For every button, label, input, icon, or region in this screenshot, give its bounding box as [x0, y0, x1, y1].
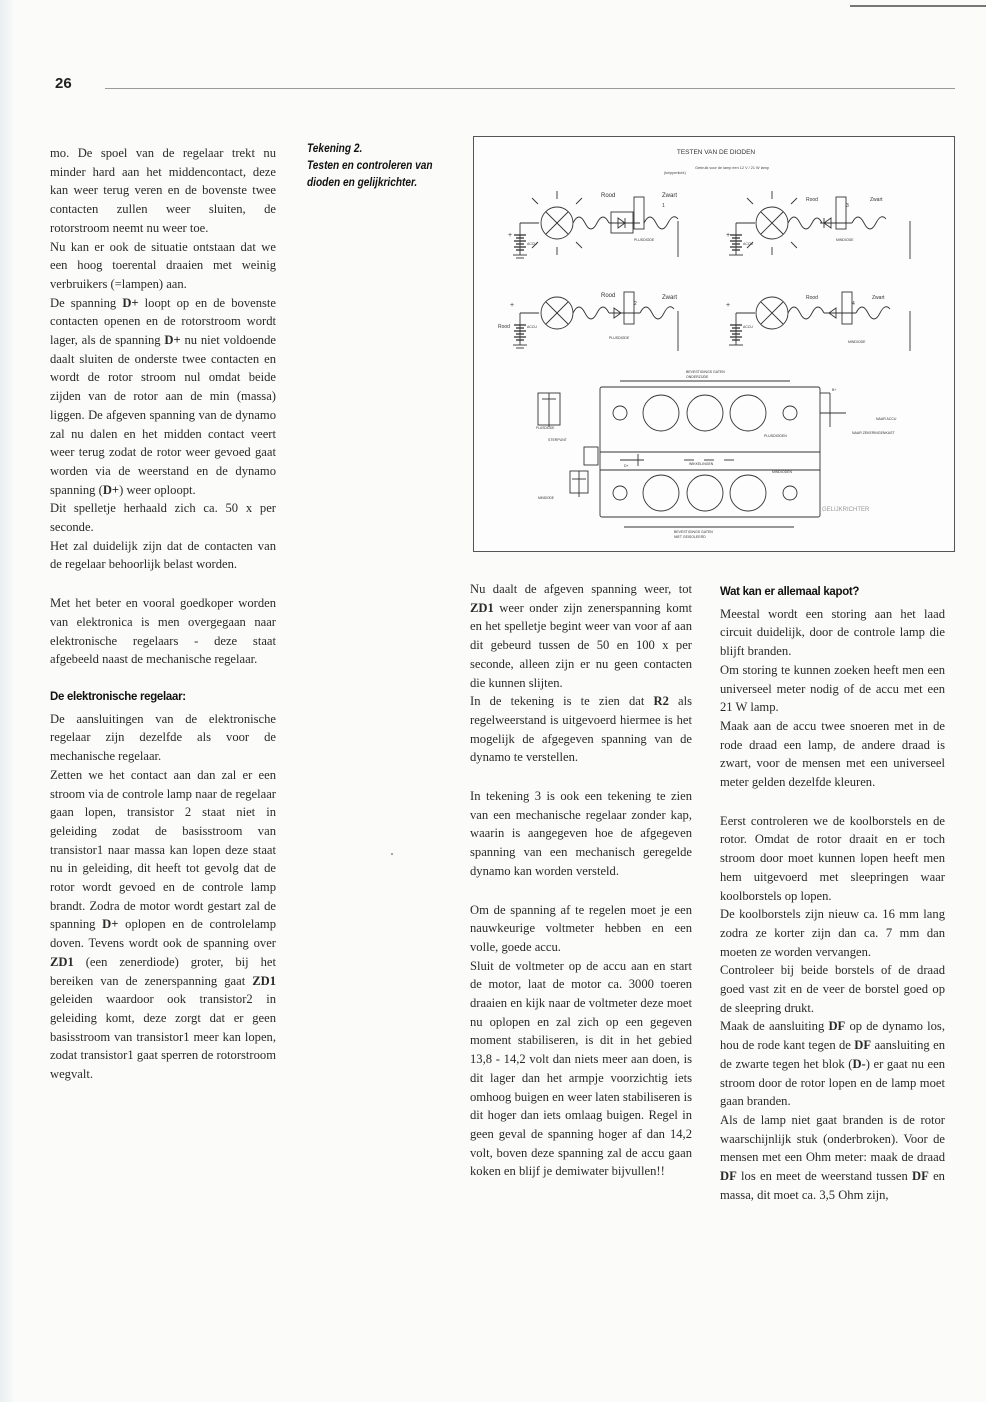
svg-text:Rood: Rood [601, 293, 616, 299]
svg-text:D+: D+ [624, 464, 629, 468]
svg-text:3: 3 [846, 203, 849, 209]
svg-text:MINDIODE: MINDIODE [836, 238, 854, 242]
svg-text:B+: B+ [832, 388, 837, 392]
svg-text:Rood: Rood [806, 197, 818, 203]
test-circuit-2 [726, 191, 910, 259]
paragraph: mo. De spoel van de regelaar trekt nu minder hard aan het middencontact, deze kan weer terug veren en de bovenste twee contacten zullen weer sluiten, de rotorstroom neemt nu weer toe. [50, 146, 276, 235]
paragraph: Meestal wordt een storing aan het laad circuit duidelijk, door de controle lamp die blijft branden. [720, 606, 945, 659]
paragraph: Maak aan de accu twee snoeren met in de rode draad een lamp, de andere draad is zwart, voor de mensen met een universeel meter gelden dezelfde kleuren. [720, 718, 945, 790]
svg-text:ACCU: ACCU [743, 325, 753, 329]
svg-text:ONDERZIJDE: ONDERZIJDE [686, 375, 709, 379]
figure-caption: Tekening 2. Testen en controleren van dioden en gelijkrichter. [307, 143, 433, 189]
test-circuit-3 [498, 292, 678, 351]
diode-test-diagram [473, 136, 955, 552]
svg-text:Gebruik voor de lamp een 12 V: Gebruik voor de lamp een 12 V / 21 W lamp [695, 166, 769, 170]
paragraph: Nu kan er ook de situatie ontstaan dat we een hoog toerental draaien met weinig verbruikers (=lampen) aan. [50, 239, 276, 291]
svg-text:PLUSDIODE: PLUSDIODE [536, 426, 555, 430]
svg-text:2: 2 [634, 301, 637, 307]
page-edge-shadow [0, 0, 13, 1402]
svg-text:PLUSDIODEN: PLUSDIODEN [764, 434, 787, 438]
svg-text:STERPUNT: STERPUNT [548, 438, 567, 442]
test-circuit-4 [726, 292, 910, 351]
svg-text:1: 1 [662, 203, 665, 209]
svg-text:Zwart: Zwart [662, 295, 677, 301]
paragraph: Met het beter en vooral goedkoper worden van elektronica is men overgegaan naar elektronische regelaars - deze staat afgebeeld naast de mechanische regelaar. [50, 596, 276, 667]
text-column-3 [470, 580, 692, 1181]
svg-text:Rood: Rood [601, 193, 616, 199]
paragraph: Controleer bij beide borstels of de draad goed vast zit en de veer de borstel goed op de sleepring drukt. [720, 963, 945, 1015]
svg-text:PLUSDIODE: PLUSDIODE [609, 336, 630, 340]
svg-text:+: + [508, 232, 513, 239]
svg-text:ACCU: ACCU [527, 242, 537, 246]
svg-text:Rood: Rood [498, 324, 510, 330]
page-number: 26 [55, 75, 72, 92]
paragraph: Zetten we het contact aan dan zal er een stroom via de controle lamp naar de regelaar gaan lopen, transistor 2 staat niet in geleiding zodat de basisstroom van transistor1 naar massa kan lopen deze staat nu in geleiding, dit heeft tot gevolg dat de rotor wordt gevoed en de controle lamp brandt. Zodra de motor wordt gestart zal de spanning D+ oplopen en de controlelamp doven. Tevens wordt ook de spanning over ZD1 (een zenerdiode) groter, bij het bereiken van de zenerspanning gaat ZD1 geleiden waardoor ook transistor2 in geleiding komt, deze zorgt dat er geen basisstroom van transistor1 meer kan lopen, zodat transistor1 gaat sperren de rotorstroom wegvalt. [50, 767, 276, 1082]
paragraph: De spanning D+ loopt op en de bovenste contacten openen en de rotorstroom wordt lager, als de spanning D+ nu niet voldoende daalt sluiten de onderste twee contacten en wordt de rotor stroom nul omdat beide zijden van de rotor aan de min (massa) liggen. De afgeven spanning van de dynamo zal nu dalen en het midden contact veert weer terug zodat de rotor weer gevoed gaat worden via de weerstand en de dynamo spanning (D+) weer oploopt. [50, 295, 276, 497]
paragraph: Eerst controleren we de koolborstels en de rotor. Omdat de rotor draait en er toch stroom door moet kunnen lopen heeft men hem uitgevoerd met sleepringen waar koolborstels op lopen. [720, 813, 945, 903]
svg-text:PLUSDIODE: PLUSDIODE [634, 238, 655, 242]
paragraph: In de tekening is te zien dat R2 als regelweerstand is uitgevoerd hiermee is het mogelijk de afgegeven spanning van de dynamo te verstellen. [470, 694, 692, 765]
svg-text:Rood: Rood [806, 295, 818, 301]
svg-text:Zwart: Zwart [870, 197, 883, 203]
svg-text:MINDIODEN: MINDIODEN [772, 470, 793, 474]
svg-text:+: + [726, 232, 731, 239]
test-circuit-1 [508, 191, 678, 258]
header-rule [105, 88, 955, 89]
svg-text:MINDIODE: MINDIODE [538, 496, 554, 500]
svg-text:ACCU: ACCU [527, 325, 537, 329]
paragraph: De koolborstels zijn nieuw ca. 16 mm lang zodra ze korter zijn dan ca. 7 mm dan moeten ze worden vervangen. [720, 907, 945, 959]
speck [391, 853, 393, 855]
paragraph: Om storing te kunnen zoeken heeft men een universeel meter nodig of de accu met een 21 W lamp. [720, 662, 945, 715]
section-heading: De elektronische regelaar: [50, 688, 186, 703]
svg-text:NIET GEISOLEERD: NIET GEISOLEERD [674, 535, 706, 539]
svg-text:+: + [510, 302, 515, 309]
paragraph: De aansluitingen van de elektronische regelaar zijn dezelfde als voor de mechanische regelaar. [50, 711, 276, 764]
text-column-4 [720, 582, 945, 1205]
svg-text:+: + [726, 302, 731, 309]
svg-text:MINDIODE: MINDIODE [848, 340, 866, 344]
top-rule [850, 5, 986, 7]
paragraph: Maak de aansluiting DF op de dynamo los, hou de rode kant tegen de DF aansluiting en de zwarte tegen het blok (D-) er gaat nu een stroom door de rotor lopen en de lamp moet gaan branden. [720, 1019, 945, 1109]
text-column-1 [50, 144, 276, 1084]
svg-text:Zwart: Zwart [872, 295, 885, 301]
svg-text:GELIJKRICHTER: GELIJKRICHTER [822, 507, 870, 513]
svg-text:4: 4 [852, 301, 855, 307]
svg-text:(knipperlicht): (knipperlicht) [664, 171, 686, 175]
paragraph: Nu daalt de afgeven spanning weer, tot ZD1 weer onder zijn zenerspanning komt en het spelletje begint weer van voor af aan dit gebeurd tussen de 50 en 100 x per seconde, alleen zijn er nu geen contacten die kunnen slijten. [470, 582, 692, 690]
svg-text:ACCU: ACCU [743, 242, 753, 246]
rectifier-block [536, 370, 897, 539]
svg-text:BEVESTIGINGS GATEN: BEVESTIGINGS GATEN [686, 370, 725, 374]
paragraph: Het zal duidelijk zijn dat de contacten van de regelaar behoorlijk belast worden. [50, 538, 276, 572]
svg-text:NAAR ACCU: NAAR ACCU [876, 417, 897, 421]
section-heading: Wat kan er allemaal kapot? [720, 584, 860, 598]
svg-text:NAAR ZEKERINGENKAST: NAAR ZEKERINGENKAST [852, 431, 895, 435]
paragraph: In tekening 3 is ook een tekening te zien van een mechanische regelaar zonder kap, waarin is aangegeven hoe de afgegeven spanning van een mechanisch geregelde dynamo kan worden versteld. [470, 789, 692, 878]
svg-text:BEVESTIGINGS GATEN: BEVESTIGINGS GATEN [674, 530, 713, 534]
svg-text:WIKKELINGEN: WIKKELINGEN [689, 462, 714, 466]
svg-text:Zwart: Zwart [662, 193, 677, 199]
diagram-title: TESTEN VAN DE DIODEN [676, 149, 756, 156]
paragraph: Sluit de voltmeter op de accu aan en start de motor, laat de motor ca. 3000 toeren draaien en kijk naar de voltmeter deze moet nu oplopen en zal zich op een gegeven moment stabiliseren, is dit in het gebied 13,8 - 14,2 volt dan niets meer aan doen, is dit lager dan het armpje voorzichtig iets omhoog buigen en weer laten stabiliseren is dit hoger dan iets omlaag buigen. Regel in geen geval de spanning hoger af dan 14,2 volt, boven deze spanning zal de accu gaan koken en blijf je demiwater bijvullen!! [470, 958, 692, 1179]
paragraph: Dit spelletje herhaald zich ca. 50 x per seconde. [50, 501, 276, 535]
paragraph: Om de spanning af te regelen moet je een nauwkeurige voltmeter hebben en een volle, goede accu. [470, 902, 692, 954]
paragraph: Als de lamp niet gaat branden is de rotor waarschijnlijk stuk (onderbroken). Voor de mensen met een Ohm meter: maak de draad DF los en meet de weerstand tussen DF en massa, dit moet ca. 3,5 Ohm zijn, [720, 1112, 945, 1202]
